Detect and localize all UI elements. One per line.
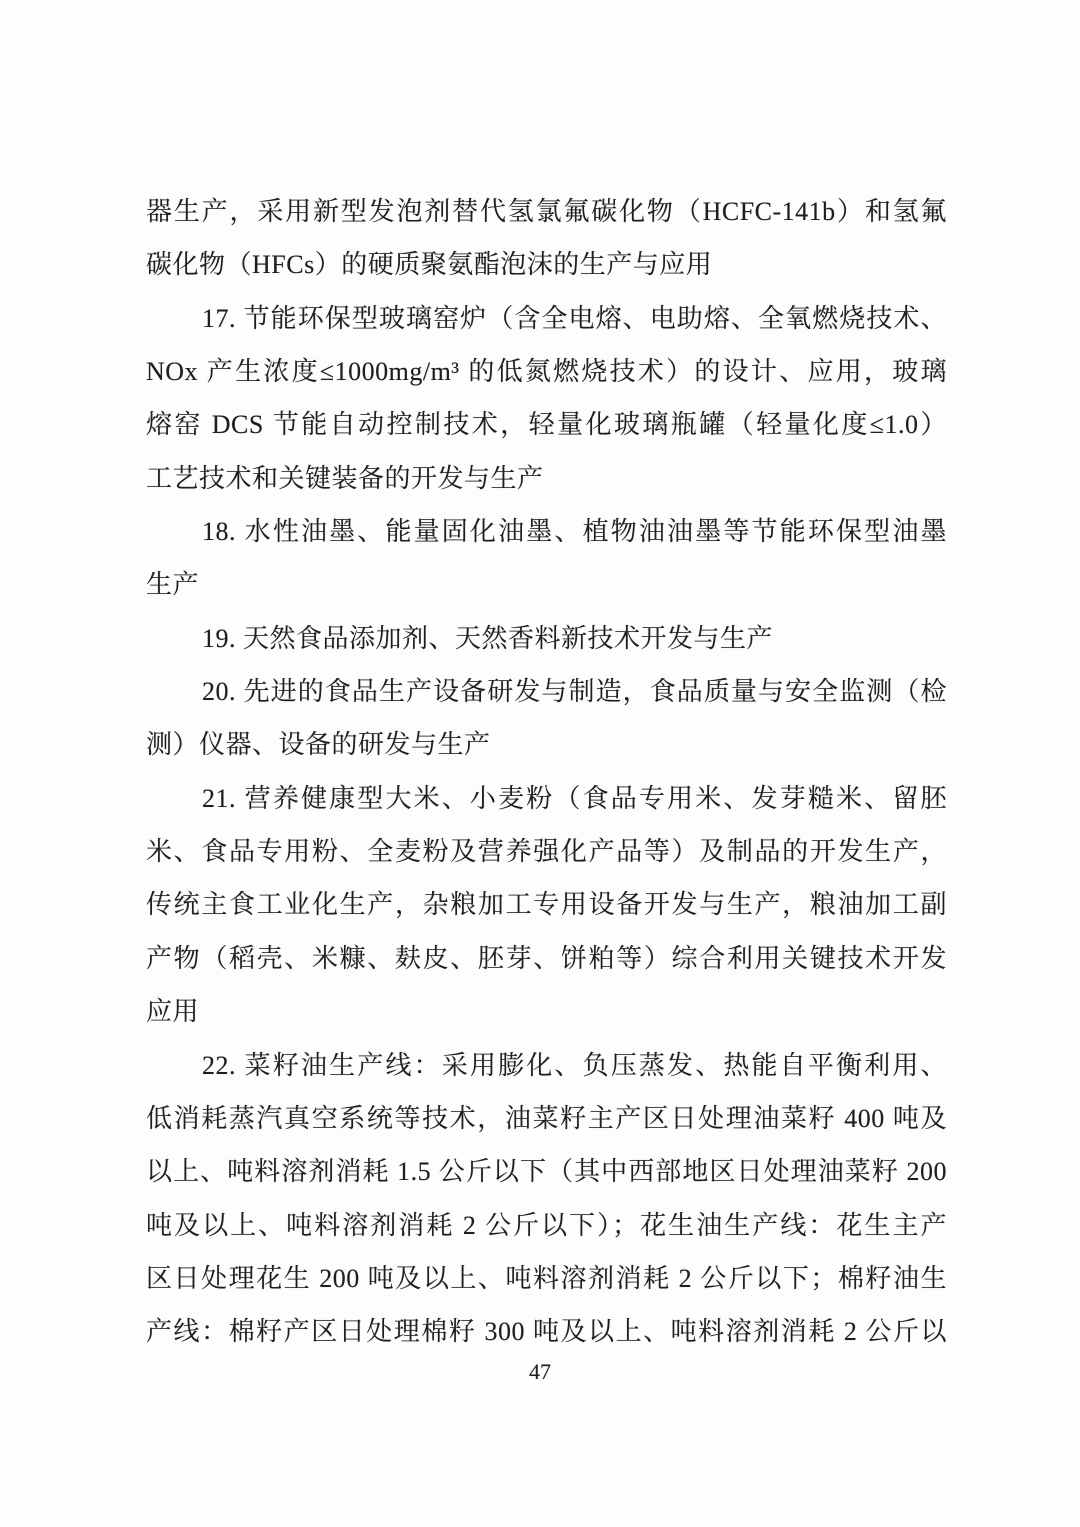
text-line: 以上、吨料溶剂消耗 1.5 公斤以下（其中西部地区日处理油菜籽 200 [146,1157,947,1187]
text-line: 20. 先进的食品生产设备研发与制造，食品质量与安全监测（检 [202,677,947,707]
text-line: 产线：棉籽产区日处理棉籽 300 吨及以上、吨料溶剂消耗 2 公斤以 [146,1317,947,1347]
text-line: 应用 [146,997,200,1027]
text-line: 测）仪器、设备的研发与生产 [146,730,491,760]
text-line: 生产 [146,570,200,600]
text-line: 碳化物（HFCs）的硬质聚氨酯泡沫的生产与应用 [146,250,713,280]
text-line: 吨及以上、吨料溶剂消耗 2 公斤以下）；花生油生产线：花生主产 [146,1210,947,1240]
text-line: 18. 水性油墨、能量固化油墨、植物油油墨等节能环保型油墨 [202,517,947,547]
text-line: NOx 产生浓度≤1000mg/m³ 的低氮燃烧技术）的设计、应用，玻璃 [146,357,947,387]
text-line: 传统主食工业化生产，杂粮加工专用设备开发与生产，粮油加工副 [146,890,947,920]
text-line: 器生产，采用新型发泡剂替代氢氯氟碳化物（HCFC-141b）和氢氟 [146,197,947,226]
text-line: 米、食品专用粉、全麦粉及营养强化产品等）及制品的开发生产， [146,837,947,867]
text-line: 熔窑 DCS 节能自动控制技术，轻量化玻璃瓶罐（轻量化度≤1.0） [146,410,947,440]
text-line: 17. 节能环保型玻璃窑炉（含全电熔、电助熔、全氧燃烧技术、 [202,303,947,333]
text-line: 产物（稻壳、米糠、麸皮、胚芽、饼粕等）综合利用关键技术开发 [146,943,947,973]
text-line: 21. 营养健康型大米、小麦粉（食品专用米、发芽糙米、留胚 [202,783,947,813]
page-number: 47 [529,1359,551,1384]
text-line: 22. 菜籽油生产线：采用膨化、负压蒸发、热能自平衡利用、 [202,1050,947,1080]
text-line: 区日处理花生 200 吨及以上、吨料溶剂消耗 2 公斤以下；棉籽油生 [146,1263,947,1293]
document-body [146,185,947,1359]
text-line: 工艺技术和关键装备的开发与生产 [146,463,544,493]
text-line: 低消耗蒸汽真空系统等技术，油菜籽主产区日处理油菜籽 400 吨及 [146,1103,947,1133]
text-line: 19. 天然食品添加剂、天然香料新技术开发与生产 [202,623,774,653]
